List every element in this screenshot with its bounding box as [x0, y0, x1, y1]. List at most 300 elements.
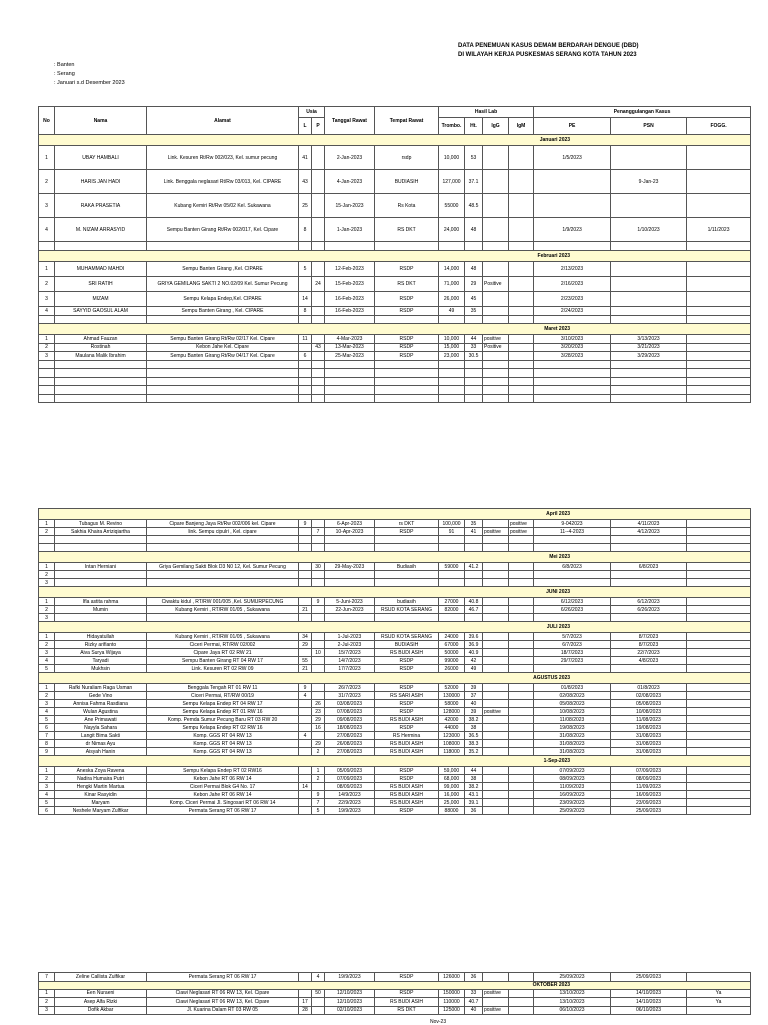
cell-tempat — [375, 536, 439, 544]
cell-l — [299, 528, 312, 536]
cell-l — [299, 748, 312, 756]
cell-psn — [611, 194, 687, 218]
cell-psn — [611, 369, 687, 378]
cell-ht: 38.2 — [465, 716, 483, 724]
cell-tgl: 09/08/2023 — [325, 716, 375, 724]
cell-igm — [509, 973, 534, 982]
cell-pe: 2/23/2023 — [534, 292, 611, 307]
cell-pe: 08/09/2023 — [534, 775, 611, 783]
cell-l: 34 — [299, 633, 312, 641]
cell-fogg — [687, 563, 751, 571]
cell-psn: 3/29/2023 — [611, 352, 687, 361]
cell-pe — [534, 369, 611, 378]
cell-fogg — [687, 740, 751, 748]
month-header-row — [39, 673, 751, 684]
cell-p: 2 — [312, 748, 325, 756]
cell-pe: 1/5/2023 — [534, 146, 611, 170]
cell-igm — [509, 732, 534, 740]
case-row — [39, 614, 751, 622]
cell-psn: 11/08/2023 — [611, 716, 687, 724]
cell-no: 2 — [39, 571, 55, 579]
cell-psn: 11/09/2023 — [611, 783, 687, 791]
cell-fogg — [687, 775, 751, 783]
cell-alamat: Komp. GGS RT 04 RW 13 — [147, 748, 299, 756]
cell-igm — [509, 783, 534, 791]
cell-trombo: 52000 — [439, 684, 465, 692]
case-row — [39, 520, 751, 528]
cell-p: 30 — [312, 563, 325, 571]
cell-tgl — [325, 536, 375, 544]
cell-l — [299, 544, 312, 552]
cell-p — [312, 194, 325, 218]
cell-ht — [465, 579, 483, 587]
cell-pe: 05/08/2023 — [534, 700, 611, 708]
cell-pe: 07/09/2023 — [534, 767, 611, 775]
cell-ht — [465, 394, 483, 403]
cell-fogg — [687, 606, 751, 614]
cell-tgl: 13-Mar-2023 — [325, 343, 375, 352]
cell-tempat: RSDP — [375, 262, 439, 277]
cell-fogg — [687, 716, 751, 724]
cell-nama: Zeline Callista Zulfikar — [55, 973, 147, 982]
cell-pe: 16/09/2023 — [534, 791, 611, 799]
cell-ht: 35.2 — [465, 748, 483, 756]
cell-p — [312, 606, 325, 614]
cell-no: 2 — [39, 641, 55, 649]
cell-nama — [55, 579, 147, 587]
cell-nama: Rizky arifianto — [55, 641, 147, 649]
cell-igg — [483, 598, 509, 606]
cell-tempat — [375, 377, 439, 386]
cell-alamat: Griya Gemilang Sakti Blok D3 N0 12, Kel. Sumur Pecung — [147, 563, 299, 571]
cell-igg — [483, 571, 509, 579]
cell-p — [312, 292, 325, 307]
cell-p — [312, 262, 325, 277]
cell-tempat: BUDIASIH — [375, 170, 439, 194]
cell-p — [312, 242, 325, 251]
cell-pe: 6/26/2023 — [534, 606, 611, 614]
cell-no: 1 — [39, 146, 55, 170]
cell-nama: Gede Vino — [55, 692, 147, 700]
cell-no: 7 — [39, 732, 55, 740]
cell-pe: 2/16/2023 — [534, 277, 611, 292]
case-row — [39, 170, 751, 194]
cell-igm — [509, 989, 534, 998]
cell-l: 21 — [299, 665, 312, 673]
cell-fogg — [687, 649, 751, 657]
cell-trombo: 25,000 — [439, 799, 465, 807]
case-row — [39, 807, 751, 815]
cell-trombo: 24,000 — [439, 218, 465, 242]
cell-tgl: 1-Jan-2023 — [325, 218, 375, 242]
cell-igm — [509, 767, 534, 775]
cell-igm — [509, 724, 534, 732]
cell-p: 5 — [312, 807, 325, 815]
cell-psn: 31/08/2023 — [611, 740, 687, 748]
cell-igm: positive — [509, 528, 534, 536]
cell-nama: Dofik Akbar — [55, 1006, 147, 1015]
cell-tempat: RSDP — [375, 708, 439, 716]
meta-period: : Januari s.d Desember 2023 — [54, 80, 125, 86]
cell-psn — [611, 544, 687, 552]
cell-ht: 38.2 — [465, 783, 483, 791]
cell-ht: 48.5 — [465, 194, 483, 218]
cell-p — [312, 218, 325, 242]
blank-row — [39, 369, 751, 378]
cell-nama: Intan Herniani — [55, 563, 147, 571]
cell-tgl: 14/9/2023 — [325, 791, 375, 799]
case-row — [39, 989, 751, 998]
cell-trombo: 50000 — [439, 649, 465, 657]
cell-fogg — [687, 360, 751, 369]
cell-nama — [55, 571, 147, 579]
cell-tempat — [375, 544, 439, 552]
cell-nama: Taryadi — [55, 657, 147, 665]
cell-igg — [483, 544, 509, 552]
cell-tgl: 07/09/2023 — [325, 775, 375, 783]
cell-igm — [509, 748, 534, 756]
cell-l: 6 — [299, 352, 312, 361]
case-row — [39, 307, 751, 316]
cell-ht: 36 — [465, 807, 483, 815]
cell-no: 2 — [39, 606, 55, 614]
cell-p — [312, 633, 325, 641]
cell-trombo: 67000 — [439, 641, 465, 649]
cell-psn: 3/21/2023 — [611, 343, 687, 352]
blank-row — [39, 536, 751, 544]
cell-alamat: Ciawi Neglasari RT 06 RW 13, Kel. Cipare — [147, 998, 299, 1007]
cell-igg: positive — [483, 528, 509, 536]
cell-fogg — [687, 748, 751, 756]
cell-psn: 25/09/2023 — [611, 807, 687, 815]
cell-pe: 5/7/2023 — [534, 633, 611, 641]
month-header-row — [39, 135, 751, 146]
month-header-row — [39, 622, 751, 633]
col-header-fogg: FOGG. — [687, 118, 751, 135]
col-header-pe: PE — [534, 118, 611, 135]
cell-igg — [483, 633, 509, 641]
cell-p — [312, 657, 325, 665]
cell-igg — [483, 783, 509, 791]
blank-row — [39, 315, 751, 324]
cell-trombo: 130000 — [439, 692, 465, 700]
cell-alamat — [147, 394, 299, 403]
cell-tgl: 2-Jul-2023 — [325, 641, 375, 649]
cell-igg: positive — [483, 708, 509, 716]
cell-fogg — [687, 394, 751, 403]
cell-pe: 2/13/2023 — [534, 262, 611, 277]
cell-pe: 6/8/2023 — [534, 563, 611, 571]
cell-p — [312, 360, 325, 369]
cell-igm — [509, 606, 534, 614]
cell-no: 5 — [39, 665, 55, 673]
cell-nama — [55, 369, 147, 378]
cell-fogg — [687, 684, 751, 692]
cell-pe — [534, 242, 611, 251]
cell-tgl: 22/9/2023 — [325, 799, 375, 807]
cell-nama: Mumin — [55, 606, 147, 614]
cell-pe: 25/09/2023 — [534, 807, 611, 815]
cell-ht — [465, 544, 483, 552]
cell-igg — [483, 536, 509, 544]
cell-tgl: 4-Jan-2023 — [325, 170, 375, 194]
cell-igg — [483, 218, 509, 242]
month-header-row — [39, 756, 751, 767]
cell-psn: 23/09/2023 — [611, 799, 687, 807]
cell-fogg: 1/11/2023 — [687, 218, 751, 242]
cell-l — [299, 740, 312, 748]
cell-fogg — [687, 386, 751, 395]
cell-tempat — [375, 386, 439, 395]
cell-p — [312, 315, 325, 324]
cell-igm — [509, 665, 534, 673]
cell-fogg — [687, 657, 751, 665]
cell-nama — [55, 614, 147, 622]
cell-l: 17 — [299, 998, 312, 1007]
cell-p: 9 — [312, 791, 325, 799]
cell-tgl — [325, 394, 375, 403]
cell-igm — [509, 799, 534, 807]
cell-p — [312, 579, 325, 587]
cell-alamat — [147, 386, 299, 395]
cell-no: 3 — [39, 700, 55, 708]
cell-ht: 45 — [465, 292, 483, 307]
cell-fogg — [687, 700, 751, 708]
cell-nama: Aisyah Hanin — [55, 748, 147, 756]
cell-ht: 46.7 — [465, 606, 483, 614]
cell-alamat: Sempu Banten Girang Rt/Rw 02/17 Kel. Cipare — [147, 335, 299, 344]
meta-province: : Banten — [54, 62, 75, 68]
cell-alamat: Jl. Kuarina Dalam RT 03 RW 05 — [147, 1006, 299, 1015]
case-row — [39, 528, 751, 536]
cell-p: 43 — [312, 343, 325, 352]
cell-p — [312, 684, 325, 692]
cell-ht — [465, 242, 483, 251]
col-header-alamat: Alamat — [147, 107, 299, 135]
cell-alamat — [147, 579, 299, 587]
cell-fogg — [687, 335, 751, 344]
cell-igm — [509, 998, 534, 1007]
cell-igm — [509, 633, 534, 641]
cell-fogg — [687, 315, 751, 324]
cell-no: 1 — [39, 335, 55, 344]
cell-no: 6 — [39, 724, 55, 732]
cell-alamat: Komp. Ciceri Permai Jl. Singosari RT 06 RW 14 — [147, 799, 299, 807]
cell-l — [299, 724, 312, 732]
cell-fogg — [687, 724, 751, 732]
cell-tgl: 6-Apr-2023 — [325, 520, 375, 528]
case-row — [39, 775, 751, 783]
cell-pe — [534, 614, 611, 622]
cell-igm — [509, 614, 534, 622]
cell-l: 28 — [299, 1006, 312, 1015]
month-header-row — [39, 509, 751, 520]
col-header-nama: Nama — [55, 107, 147, 135]
cell-pe: 11/09/2023 — [534, 783, 611, 791]
cell-nama — [55, 242, 147, 251]
cell-alamat — [147, 544, 299, 552]
cell-pe — [534, 571, 611, 579]
cell-igm — [509, 563, 534, 571]
cell-igm — [509, 146, 534, 170]
cell-psn: 6/12/2023 — [611, 598, 687, 606]
case-row — [39, 292, 751, 307]
cell-nama — [55, 394, 147, 403]
cell-pe: 9-042023 — [534, 520, 611, 528]
cell-alamat: Sempu Kelapa Endep RT 01 RW 16 — [147, 708, 299, 716]
cell-nama: Tubagus M. Revino — [55, 520, 147, 528]
cell-trombo — [439, 579, 465, 587]
cell-fogg — [687, 799, 751, 807]
cell-psn: 10/08/2023 — [611, 708, 687, 716]
cell-trombo: 26,000 — [439, 292, 465, 307]
cell-alamat: Link. Kesuren RT 02 RW 09 — [147, 665, 299, 673]
cell-ht: 36 — [465, 973, 483, 982]
cell-tempat: rsdp — [375, 146, 439, 170]
cell-igg — [483, 292, 509, 307]
cell-nama — [55, 377, 147, 386]
cell-trombo: 24000 — [439, 633, 465, 641]
cell-l: 5 — [299, 262, 312, 277]
cell-alamat: Komp. GGS RT 04 RW 13 — [147, 732, 299, 740]
cell-nama: Nayyla Sahara — [55, 724, 147, 732]
col-header-l: L — [299, 118, 312, 135]
blank-row — [39, 386, 751, 395]
cell-tempat: Budiasih — [375, 563, 439, 571]
cell-tgl: 15-Jan-2023 — [325, 194, 375, 218]
cell-no: 9 — [39, 748, 55, 756]
cell-p — [312, 307, 325, 316]
cell-alamat: Sempu Kelapa Endep RT 02 RW 16 — [147, 724, 299, 732]
cell-igm — [509, 775, 534, 783]
cell-tgl: 15-Feb-2023 — [325, 277, 375, 292]
cell-pe: 23/09/2023 — [534, 799, 611, 807]
cell-no: 4 — [39, 657, 55, 665]
cell-l: 9 — [299, 684, 312, 692]
cell-psn — [611, 571, 687, 579]
blank-row — [39, 544, 751, 552]
cell-p — [312, 571, 325, 579]
cell-nama: Aneska Zoya Ravena — [55, 767, 147, 775]
cell-pe: 19/08/2023 — [534, 724, 611, 732]
cell-no: 3 — [39, 292, 55, 307]
cell-igm — [509, 307, 534, 316]
cell-alamat: Sempu Kelapa Endep RT 04 RW 17 — [147, 700, 299, 708]
cell-tempat: RSDP — [375, 724, 439, 732]
cell-igm — [509, 598, 534, 606]
cell-tempat — [375, 579, 439, 587]
cell-igg — [483, 146, 509, 170]
cell-p — [312, 692, 325, 700]
cell-tgl: 2-Jan-2023 — [325, 146, 375, 170]
cell-psn: 22/7/2023 — [611, 649, 687, 657]
cell-nama: Langit Bima Sakti — [55, 732, 147, 740]
cell-l — [299, 277, 312, 292]
case-row — [39, 799, 751, 807]
cell-p — [312, 170, 325, 194]
cell-trombo: 71,000 — [439, 277, 465, 292]
cell-igg — [483, 692, 509, 700]
cell-l — [299, 598, 312, 606]
cell-p: 1 — [312, 767, 325, 775]
cell-no — [39, 242, 55, 251]
cell-tempat: RSDP — [375, 335, 439, 344]
cell-trombo — [439, 544, 465, 552]
cell-alamat: Permata Serang RT 06 RW 17 — [147, 973, 299, 982]
cell-igg — [483, 724, 509, 732]
cell-nama: Hengki Martin Martua — [55, 783, 147, 791]
blank-row — [39, 394, 751, 403]
cell-alamat: Link. Benggala neglasari Rt/Rw 03/013, Kel. CIPARE — [147, 170, 299, 194]
cell-l — [299, 700, 312, 708]
cell-l — [299, 563, 312, 571]
cell-fogg — [687, 571, 751, 579]
cell-nama: Hidayatullah — [55, 633, 147, 641]
cell-trombo: 27000 — [439, 598, 465, 606]
cell-ht: 37.1 — [465, 170, 483, 194]
cell-trombo: 99,000 — [439, 783, 465, 791]
cell-igm — [509, 740, 534, 748]
cell-alamat — [147, 614, 299, 622]
cell-psn: 8/7/2023 — [611, 641, 687, 649]
cell-trombo — [439, 377, 465, 386]
cell-nama: MIZAM — [55, 292, 147, 307]
cell-alamat: Ciwaktu kidul , RT/RW 001/005 ,Kel. SUMURPECUNG — [147, 598, 299, 606]
cell-tempat: RSDP — [375, 767, 439, 775]
cell-ht: 38 — [465, 724, 483, 732]
cell-fogg: Ya — [687, 989, 751, 998]
cell-igg — [483, 641, 509, 649]
col-header-igg: IgG — [483, 118, 509, 135]
cell-tgl: 18/08/2023 — [325, 724, 375, 732]
cell-fogg — [687, 544, 751, 552]
cell-alamat: Kubang Kemiri , RT/RW 01/05 , Sukawana — [147, 633, 299, 641]
cell-igg — [483, 315, 509, 324]
cell-fogg — [687, 614, 751, 622]
cell-p — [312, 386, 325, 395]
cell-fogg — [687, 377, 751, 386]
cell-tempat: RSDP — [375, 665, 439, 673]
cell-fogg — [687, 708, 751, 716]
cell-tempat: RSUD KOTA SERANG — [375, 606, 439, 614]
cell-psn: 4/12/2023 — [611, 528, 687, 536]
cell-alamat: Komp. Pemda Sumur Pecung Baru RT 03 RW 20 — [147, 716, 299, 724]
case-row — [39, 343, 751, 352]
cell-tempat: Rs Kota — [375, 194, 439, 218]
cell-trombo: 150000 — [439, 989, 465, 998]
cell-fogg — [687, 262, 751, 277]
cell-alamat — [147, 377, 299, 386]
case-row — [39, 1006, 751, 1015]
cell-tempat: RS BUDI ASIH — [375, 783, 439, 791]
month-label: OKTOBER 2023 — [39, 981, 751, 989]
case-row — [39, 740, 751, 748]
cell-psn: 06/10/2023 — [611, 1006, 687, 1015]
cell-fogg — [687, 536, 751, 544]
cell-no: 1 — [39, 520, 55, 528]
cell-psn: 19/08/2023 — [611, 724, 687, 732]
col-header-tanggal-rawat: Tanggal Rawat — [325, 107, 375, 135]
cell-tgl: 12/10/2023 — [325, 989, 375, 998]
cell-alamat: Kubang Kemiri , RT/RW 01/05 , Sukawana — [147, 606, 299, 614]
cell-l: 41 — [299, 146, 312, 170]
cell-trombo: 44000 — [439, 724, 465, 732]
cell-p: 16 — [312, 724, 325, 732]
cell-igg — [483, 606, 509, 614]
cell-trombo: 108000 — [439, 740, 465, 748]
cell-trombo: 10,000 — [439, 146, 465, 170]
cell-trombo: 58000 — [439, 700, 465, 708]
